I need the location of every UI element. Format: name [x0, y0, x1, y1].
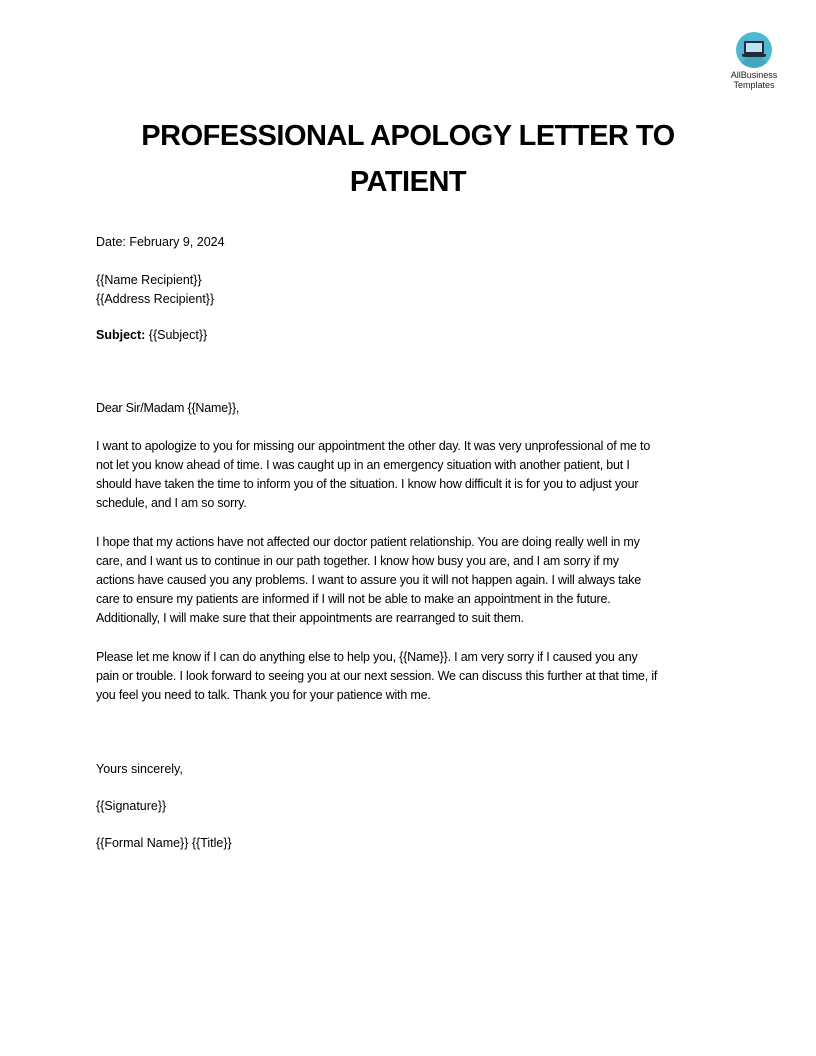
signature-placeholder: {{Signature}}: [96, 799, 167, 813]
salutation: Dear Sir/Madam {{Name}},: [96, 401, 240, 415]
subject-value: {{Subject}}: [145, 328, 208, 342]
body-paragraph-3: [96, 648, 726, 705]
paragraph-line: you feel you need to talk. Thank you for your patience with me.: [96, 688, 431, 702]
paragraph-line: not let you know ahead of time. I was caught up in an emergency situation with another patient, but I: [96, 458, 630, 472]
closing: Yours sincerely,: [96, 762, 183, 776]
title-line-1: PROFESSIONAL APOLOGY LETTER TO: [141, 120, 675, 152]
paragraph-line: I hope that my actions have not affected our doctor patient relationship. You are doing really well in my: [96, 535, 640, 549]
paragraph-line: I want to apologize to you for missing our appointment the other day. It was very unprofessional of me to: [96, 439, 651, 453]
paragraph-line: schedule, and I am so sorry.: [96, 496, 247, 510]
paragraph-line: actions have caused you any problems. I want to assure you it will not happen again. I will always take: [96, 573, 641, 587]
paragraph-line: care, and I want us to continue in our path together. I know how busy you are, and I am sorry if my: [96, 554, 619, 568]
document-title: [100, 113, 716, 205]
formal-name-title: {{Formal Name}} {{Title}}: [96, 836, 232, 850]
logo-brand-text: [725, 70, 783, 90]
logo-brand-line2: Templates: [733, 80, 775, 90]
paragraph-line: should have taken the time to inform you of the situation. I know how difficult it is for you to adjust your: [96, 477, 639, 491]
paragraph-line: Additionally, I will make sure that their appointments are rearranged to suit them.: [96, 611, 524, 625]
paragraph-line: care to ensure my patients are informed if I will not be able to make an appointment in the future.: [96, 592, 611, 606]
recipient-address: {{Address Recipient}}: [96, 292, 215, 306]
date-line: Date: February 9, 2024: [96, 235, 225, 249]
title-line-2: PATIENT: [349, 166, 467, 198]
paragraph-line: Please let me know if I can do anything else to help you, {{Name}}. I am very sorry if I caused you any: [96, 650, 638, 664]
subject-line: [96, 326, 207, 345]
allbusiness-templates-logo: [725, 32, 783, 90]
body-paragraph-2: [96, 533, 726, 628]
body-paragraph-1: [96, 437, 726, 513]
laptop-icon: [736, 32, 772, 68]
recipient-name: {{Name Recipient}}: [96, 273, 202, 287]
paragraph-line: pain or trouble. I look forward to seeing you at our next session. We can discuss this further at that time, if: [96, 669, 658, 683]
logo-brand-line1: AllBusiness: [730, 70, 778, 80]
subject-label: Subject:: [96, 328, 146, 342]
